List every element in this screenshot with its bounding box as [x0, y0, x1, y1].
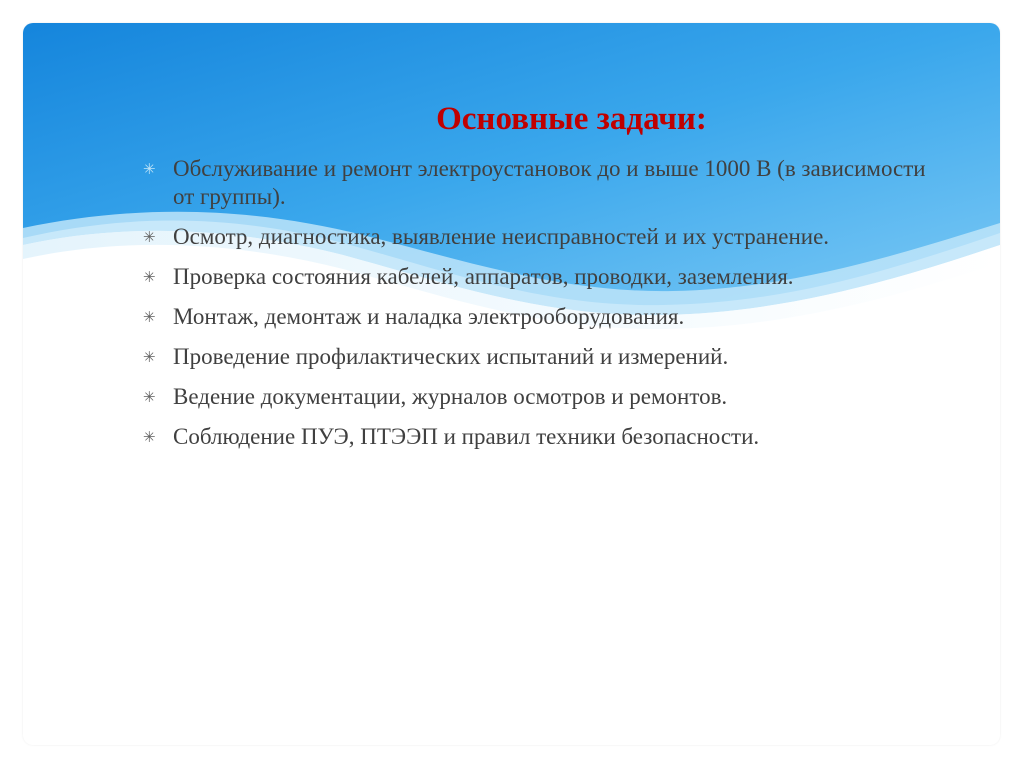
bullet-text: Ведение документации, журналов осмотров и ремонтов. — [173, 384, 728, 409]
bullet-star-icon: ✳ — [143, 310, 156, 326]
bullet-text: Проведение профилактических испытаний и измерений. — [173, 344, 729, 369]
bullet-item — [143, 263, 943, 291]
bullet-text: Монтаж, демонтаж и наладка электрооборудования. — [173, 304, 685, 329]
bullet-item — [143, 303, 943, 331]
bullet-item — [143, 343, 943, 371]
slide-title: Основные задачи: — [436, 101, 707, 137]
bullet-item — [143, 223, 943, 251]
bullet-star-icon: ✳ — [143, 350, 156, 366]
bullet-star-icon: ✳ — [143, 270, 156, 286]
slide — [23, 23, 1000, 745]
bullet-text: Проверка состояния кабелей, аппаратов, проводки, заземления. — [173, 264, 794, 289]
bullet-list — [143, 155, 943, 463]
bullet-text: Осмотр, диагностика, выявление неисправностей и их устранение. — [173, 224, 830, 249]
bullet-star-icon: ✳ — [143, 430, 156, 446]
bullet-item — [143, 423, 943, 451]
bullet-text: Обслуживание и ремонт электроустановок до и выше 1000 В (в зависимости от группы). — [173, 156, 926, 209]
bullet-text: Соблюдение ПУЭ, ПТЭЭП и правил техники безопасности. — [173, 424, 760, 449]
bullet-item — [143, 155, 943, 211]
bullet-star-icon: ✳ — [143, 390, 156, 406]
bullet-star-icon: ✳ — [143, 230, 156, 246]
bullet-star-icon: ✳ — [143, 162, 156, 178]
bullet-item — [143, 383, 943, 411]
